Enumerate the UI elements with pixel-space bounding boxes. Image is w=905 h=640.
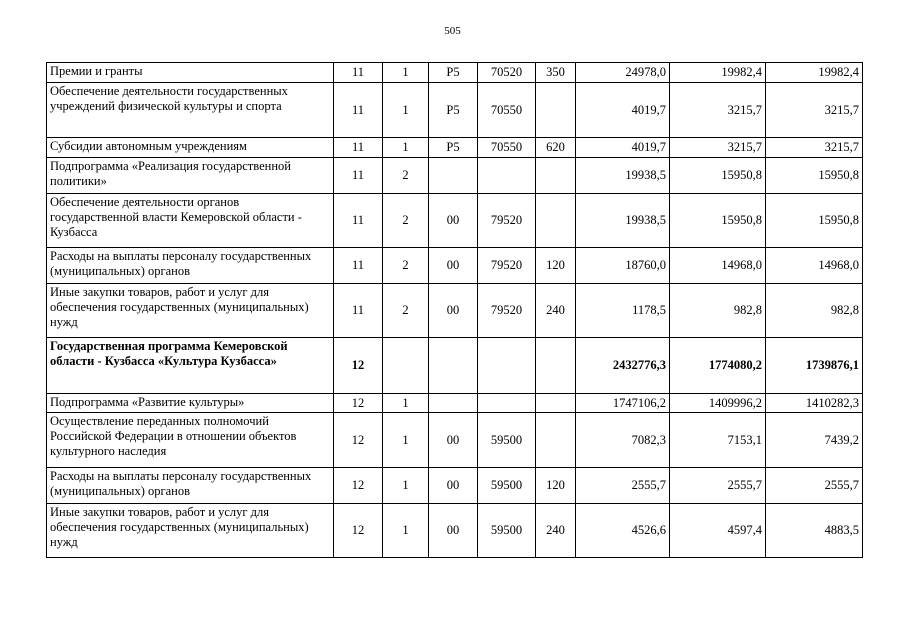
section-code: 12 [334,504,383,558]
expense-type-code [536,83,576,138]
amount-2022: 7153,1 [670,413,766,468]
direction-code: 59500 [478,468,536,504]
amount-2023: 1739876,1 [766,338,863,394]
amount-2022: 4597,4 [670,504,766,558]
section-code: 11 [334,248,383,284]
table-row [47,284,863,338]
expense-type-code: 240 [536,284,576,338]
amount-2021: 19938,5 [576,194,670,248]
program-code: Р5 [429,63,478,83]
amount-2023: 15950,8 [766,158,863,194]
section-code: 11 [334,83,383,138]
budget-table [46,62,863,558]
amount-2023: 1410282,3 [766,394,863,413]
amount-2021: 24978,0 [576,63,670,83]
subsection-code: 1 [383,394,429,413]
amount-2021: 1178,5 [576,284,670,338]
expense-type-code [536,194,576,248]
row-name: Иные закупки товаров, работ и услуг для обеспечения государственных (муниципальных) нужд [47,504,334,558]
section-code: 11 [334,194,383,248]
expense-type-code: 120 [536,468,576,504]
amount-2023: 982,8 [766,284,863,338]
amount-2023: 3215,7 [766,83,863,138]
subsection-code [383,338,429,394]
amount-2023: 3215,7 [766,138,863,158]
program-code [429,158,478,194]
direction-code: 70550 [478,83,536,138]
amount-2022: 15950,8 [670,194,766,248]
subsection-code: 1 [383,83,429,138]
section-code: 12 [334,413,383,468]
amount-2023: 19982,4 [766,63,863,83]
amount-2022: 3215,7 [670,83,766,138]
table-row [47,63,863,83]
amount-2022: 15950,8 [670,158,766,194]
expense-type-code [536,394,576,413]
table-row [47,138,863,158]
subsection-code: 1 [383,504,429,558]
row-name: Расходы на выплаты персоналу государственных (муниципальных) органов [47,248,334,284]
expense-type-code: 120 [536,248,576,284]
subsection-code: 1 [383,468,429,504]
table-row [47,468,863,504]
expense-type-code [536,158,576,194]
section-code: 11 [334,284,383,338]
amount-2021: 1747106,2 [576,394,670,413]
amount-2022: 3215,7 [670,138,766,158]
table-row [47,413,863,468]
subsection-code: 2 [383,194,429,248]
amount-2022: 982,8 [670,284,766,338]
amount-2021: 2432776,3 [576,338,670,394]
direction-code: 79520 [478,248,536,284]
expense-type-code [536,413,576,468]
subsection-code: 1 [383,63,429,83]
amount-2021: 4019,7 [576,138,670,158]
table-row [47,194,863,248]
program-code [429,338,478,394]
expense-type-code: 350 [536,63,576,83]
expense-type-code: 620 [536,138,576,158]
direction-code [478,338,536,394]
amount-2023: 2555,7 [766,468,863,504]
section-code: 12 [334,468,383,504]
amount-2022: 1774080,2 [670,338,766,394]
program-code: 00 [429,194,478,248]
section-code: 12 [334,394,383,413]
row-name: Осуществление переданных полномочий Российской Федерации в отношении объектов культурного наследия [47,413,334,468]
table-row [47,158,863,194]
amount-2022: 1409996,2 [670,394,766,413]
amount-2023: 14968,0 [766,248,863,284]
row-name: Государственная программа Кемеровской области - Кузбасса «Культура Кузбасса» [47,338,334,394]
direction-code [478,158,536,194]
table-row [47,394,863,413]
program-code: 00 [429,504,478,558]
direction-code: 70520 [478,63,536,83]
row-name: Подпрограмма «Развитие культуры» [47,394,334,413]
expense-type-code: 240 [536,504,576,558]
direction-code: 79520 [478,284,536,338]
amount-2021: 4019,7 [576,83,670,138]
row-name: Обеспечение деятельности органов государственной власти Кемеровской области - Кузбасса [47,194,334,248]
amount-2021: 2555,7 [576,468,670,504]
section-code: 11 [334,158,383,194]
row-name: Иные закупки товаров, работ и услуг для обеспечения государственных (муниципальных) нужд [47,284,334,338]
program-code: Р5 [429,83,478,138]
amount-2022: 14968,0 [670,248,766,284]
subsection-code: 2 [383,158,429,194]
table-row [47,504,863,558]
amount-2021: 18760,0 [576,248,670,284]
program-code: 00 [429,284,478,338]
program-code: 00 [429,248,478,284]
amount-2022: 2555,7 [670,468,766,504]
amount-2021: 4526,6 [576,504,670,558]
table-row [47,83,863,138]
program-code: Р5 [429,138,478,158]
direction-code: 59500 [478,504,536,558]
amount-2021: 19938,5 [576,158,670,194]
direction-code [478,394,536,413]
program-code: 00 [429,468,478,504]
row-name: Премии и гранты [47,63,334,83]
amount-2022: 19982,4 [670,63,766,83]
amount-2023: 4883,5 [766,504,863,558]
section-code: 11 [334,138,383,158]
row-name: Субсидии автономным учреждениям [47,138,334,158]
direction-code: 70550 [478,138,536,158]
subsection-code: 1 [383,413,429,468]
amount-2023: 15950,8 [766,194,863,248]
row-name: Подпрограмма «Реализация государственной политики» [47,158,334,194]
subsection-code: 2 [383,284,429,338]
row-name: Расходы на выплаты персоналу государственных (муниципальных) органов [47,468,334,504]
direction-code: 79520 [478,194,536,248]
program-code [429,394,478,413]
row-name: Обеспечение деятельности государственных учреждений физической культуры и спорта [47,83,334,138]
page-number: 505 [444,25,461,37]
program-code: 00 [429,413,478,468]
subsection-code: 1 [383,138,429,158]
direction-code: 59500 [478,413,536,468]
subsection-code: 2 [383,248,429,284]
expense-type-code [536,338,576,394]
section-code: 11 [334,63,383,83]
amount-2021: 7082,3 [576,413,670,468]
table-row [47,338,863,394]
table-row [47,248,863,284]
section-code: 12 [334,338,383,394]
amount-2023: 7439,2 [766,413,863,468]
